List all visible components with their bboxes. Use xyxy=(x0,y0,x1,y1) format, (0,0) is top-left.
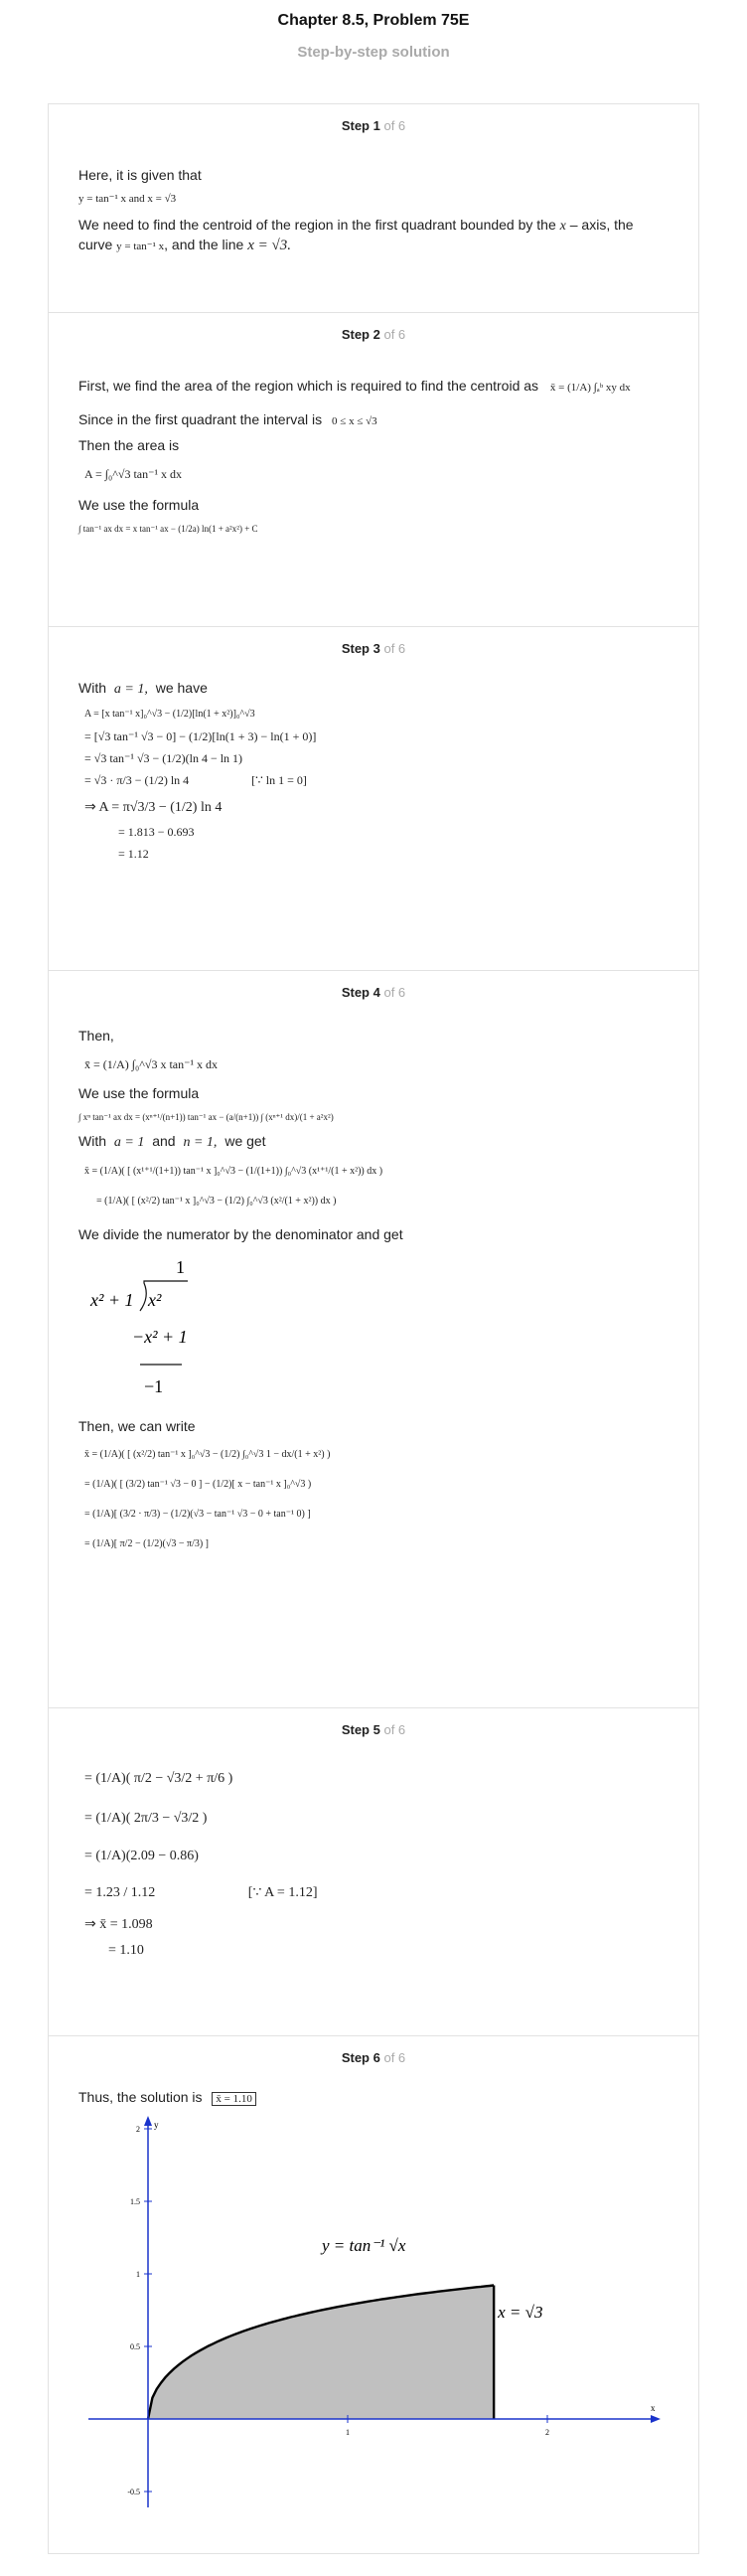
step-4-with xyxy=(78,1132,669,1152)
step-2-header xyxy=(49,313,698,349)
ld-divisor: x² + 1 xyxy=(90,1290,134,1310)
need-x: x xyxy=(559,219,566,234)
long-division-figure xyxy=(88,1253,208,1402)
step-2-text2 xyxy=(78,410,669,430)
y-tick-label: 2 xyxy=(136,2125,140,2134)
y-tick-label: 0.5 xyxy=(130,2342,140,2351)
page-header xyxy=(0,0,747,103)
area-eq-4-text: = √3 · π/3 − (1/2) ln 4 xyxy=(84,773,190,787)
need-text-b: – axis, the curve xyxy=(78,217,634,252)
area-integral: A = ∫₀^√3 tan⁻¹ x dx xyxy=(84,467,183,481)
step-4-can-write: Then, we can write xyxy=(78,1418,196,1434)
area-result-1: ⇒ A = π√3/3 − (1/2) ln 4 xyxy=(84,800,223,815)
step-6 xyxy=(49,2036,698,2553)
a-value: a = 1, xyxy=(113,682,148,697)
y-tick-label: -0.5 xyxy=(127,2488,140,2496)
step-2 xyxy=(49,313,698,627)
final-eq-4-text: = 1.23 / 1.12 xyxy=(84,1885,156,1900)
area-note: [∵ A = 1.12] xyxy=(247,1885,318,1900)
a-value: a = 1 xyxy=(113,1135,145,1150)
solution-text: Thus, the solution is xyxy=(78,2089,203,2105)
we-get-text: we get xyxy=(224,1133,266,1149)
step-count: of 6 xyxy=(383,327,406,342)
step-count: of 6 xyxy=(383,118,406,133)
xbar-eq-4: = (1/A)( [ (3/2) tan⁻¹ √3 − 0 ] − (1/2)[ x − tan⁻¹ x ]₀^√3 ) xyxy=(84,1479,312,1490)
need-curve: y = tan⁻¹ x xyxy=(116,241,165,252)
need-line: x = √3. xyxy=(247,238,291,253)
step-count: of 6 xyxy=(383,641,406,656)
x-axis-arrow xyxy=(651,2415,661,2423)
final-eq-2: = (1/A)( 2π/3 − √3/2 ) xyxy=(84,1811,208,1826)
area-eq-2: = [√3 tan⁻¹ √3 − 0] − (1/2)[ln(1 + 3) − ln(1 + 0)] xyxy=(84,729,317,743)
ld-subtract: −x² + 1 xyxy=(132,1327,188,1347)
step-label: Step 5 xyxy=(341,1722,380,1737)
step-5 xyxy=(49,1708,698,2036)
power-arctan-formula: ∫ xⁿ tan⁻¹ ax dx = (xⁿ⁺¹/(n+1)) tan⁻¹ ax − (a/(n+1)) ∫ (xⁿ⁺¹ dx)/(1 + a²x²) xyxy=(78,1112,334,1122)
x-tick-label: 2 xyxy=(545,2428,549,2437)
centroid-formula: x̄ = (1/A) ∫ₐᵇ xy dx xyxy=(549,382,631,394)
step-6-header xyxy=(49,2036,698,2072)
with-text: With xyxy=(78,680,106,696)
step-5-header xyxy=(49,1708,698,1744)
shaded-region xyxy=(148,2286,494,2420)
final-eq-5: ⇒ x̄ = 1.098 xyxy=(84,1917,153,1932)
interval-text: Since in the first quadrant the interval is xyxy=(78,411,323,427)
xbar-eq-2: = (1/A)( [ (x²/2) tan⁻¹ x ]₀^√3 − (1/2) ∫₀^√3 (x²/(1 + x²)) dx ) xyxy=(96,1196,337,1207)
chapter-title: Chapter 8.5, Problem 75E xyxy=(277,12,470,29)
step-label: Step 3 xyxy=(341,641,380,656)
y-axis-arrow xyxy=(144,2116,152,2126)
line-label: x = √3 xyxy=(498,2302,543,2322)
solution-subtitle: Step-by-step solution xyxy=(297,44,450,61)
xbar-eq-5: = (1/A)[ (3/2 · π/3) − (1/2)(√3 − tan⁻¹ √3 − 0 + tan⁻¹ 0) ] xyxy=(84,1509,311,1520)
steps-container xyxy=(48,103,699,2554)
final-eq-6: = 1.10 xyxy=(108,1943,144,1958)
arctan-formula: ∫ tan⁻¹ ax dx = x tan⁻¹ ax − (1/2a) ln(1 + a²x²) + C xyxy=(78,524,258,534)
area-eq-4 xyxy=(84,770,669,790)
step-4-header xyxy=(49,971,698,1007)
step-label: Step 2 xyxy=(341,327,380,342)
step-4 xyxy=(49,971,698,1708)
step-2-text1 xyxy=(78,377,669,397)
y-tick-label: 1 xyxy=(136,2270,140,2279)
y-axis-label: y xyxy=(154,2120,159,2130)
step-count: of 6 xyxy=(383,1722,406,1737)
n-value: n = 1, xyxy=(183,1135,218,1150)
with-text: With xyxy=(78,1133,106,1149)
step-count: of 6 xyxy=(383,2050,406,2065)
area-result-3: = 1.12 xyxy=(118,847,149,861)
interval-formula: 0 ≤ x ≤ √3 xyxy=(332,415,377,427)
area-eq-3: = √3 tan⁻¹ √3 − (1/2)(ln 4 − ln 1) xyxy=(84,751,243,765)
x-tick-label: 1 xyxy=(346,2428,350,2437)
xbar-eq-1: x̄ = (1/A)( [ (x¹⁺¹/(1+1)) tan⁻¹ x ]₀^√3 − (1/(1+1)) ∫₀^√3 (x¹⁺¹/(1 + x²)) dx ) xyxy=(84,1166,383,1177)
step-1-given: y = tan⁻¹ x and x = √3 xyxy=(78,193,177,205)
step-1-need xyxy=(78,216,669,255)
step-2-text4: We use the formula xyxy=(78,497,200,513)
step-3-header xyxy=(49,627,698,663)
step-1-intro: Here, it is given that xyxy=(78,167,202,183)
step-label: Step 4 xyxy=(341,985,380,1000)
x-axis-label: x xyxy=(651,2403,656,2413)
ld-dividend: x² xyxy=(148,1290,162,1310)
step-label: Step 1 xyxy=(341,118,380,133)
final-eq-1: = (1/A)( π/2 − √3/2 + π/6 ) xyxy=(84,1771,233,1786)
answer-box: x̄ = 1.10 xyxy=(212,2092,255,2106)
step-1-header xyxy=(49,104,698,140)
curve-label: y = tan⁻¹ √x xyxy=(322,2236,406,2255)
need-text-c: , and the line xyxy=(164,237,248,252)
need-text-a: We need to find the centroid of the region in the first quadrant bounded by the xyxy=(78,217,560,233)
ld-quotient: 1 xyxy=(176,1257,185,1277)
area-result-2: = 1.813 − 0.693 xyxy=(118,825,195,839)
step-3 xyxy=(49,627,698,971)
and-text: and xyxy=(152,1133,176,1149)
step-3-intro xyxy=(78,679,669,699)
region-graph xyxy=(88,2116,669,2516)
we-have-text: we have xyxy=(155,680,208,696)
final-eq-3: = (1/A)(2.09 − 0.86) xyxy=(84,1849,199,1863)
step-label: Step 6 xyxy=(341,2050,380,2065)
long-division xyxy=(88,1253,669,1407)
ln-note: [∵ ln 1 = 0] xyxy=(251,773,307,787)
xbar-eq-3: x̄ = (1/A)( [ (x²/2) tan⁻¹ x ]₀^√3 − (1/2) ∫₀^√3 1 − dx/(1 + x²) ) xyxy=(84,1449,331,1460)
centroid-text: First, we find the area of the region which is required to find the centroid as xyxy=(78,378,539,394)
region-graph-svg xyxy=(88,2116,665,2513)
step-6-answer-line xyxy=(78,2088,669,2108)
area-eq-1: A = [x tan⁻¹ x]₀^√3 − (1/2)[ln(1 + x²)]₀^√3 xyxy=(84,709,255,720)
ld-remainder: −1 xyxy=(144,1376,164,1396)
step-4-then: Then, xyxy=(78,1028,114,1044)
step-4-divide: We divide the numerator by the denominator and get xyxy=(78,1226,403,1242)
step-4-use-formula: We use the formula xyxy=(78,1085,200,1101)
y-tick-label: 1.5 xyxy=(130,2197,140,2206)
step-2-text3: Then the area is xyxy=(78,437,180,453)
xbar-eq-6: = (1/A)[ π/2 − (1/2)(√3 − π/3) ] xyxy=(84,1538,209,1549)
step-count: of 6 xyxy=(383,985,406,1000)
final-eq-4 xyxy=(84,1875,669,1911)
step-1 xyxy=(49,104,698,313)
xbar-integral: x̄ = (1/A) ∫₀^√3 x tan⁻¹ x dx xyxy=(84,1057,219,1071)
